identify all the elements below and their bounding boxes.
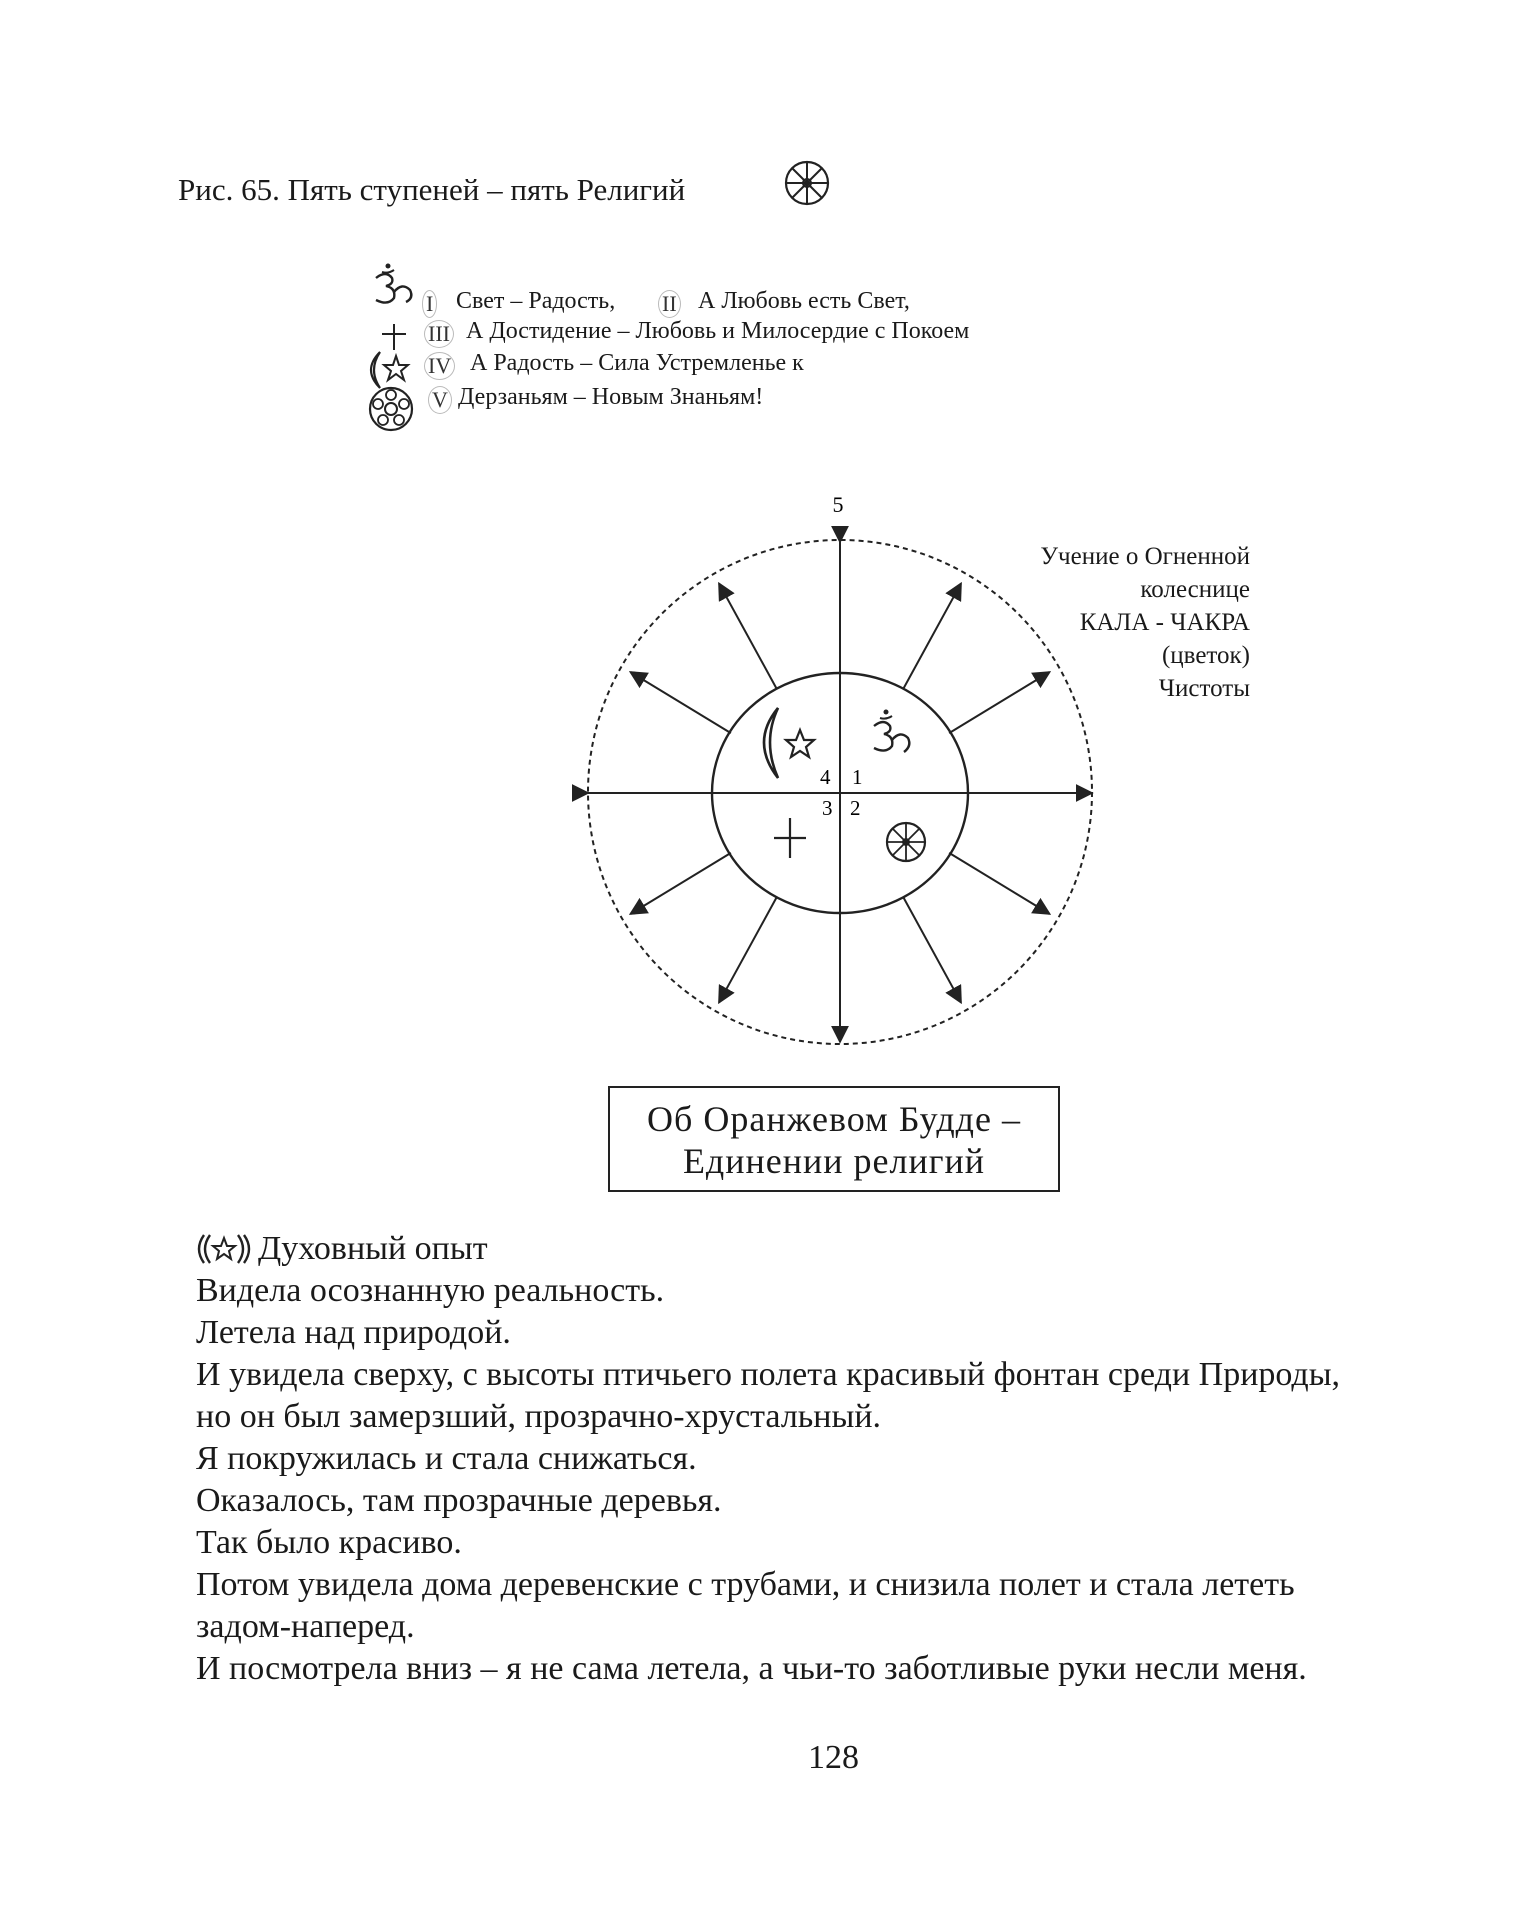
radial-arrow-4 xyxy=(630,672,730,733)
flower-wheel-icon xyxy=(366,384,416,434)
side-caption-line: колеснице xyxy=(1140,576,1250,603)
radial-arrow-5 xyxy=(630,853,730,914)
om-icon xyxy=(370,262,424,310)
boxed-title-line-2: Единении религий xyxy=(682,1141,986,1181)
figure-caption: Рис. 65. Пять ступеней – пять Религий xyxy=(178,172,686,207)
section-heading-text: Духовный опыт xyxy=(258,1230,488,1267)
legend-numeral-3: III xyxy=(424,320,454,348)
section-heading xyxy=(192,1228,1492,1270)
body-line: задом-наперед. xyxy=(196,1608,415,1645)
radial-arrow-3 xyxy=(719,583,777,689)
body-line: но он был замерзший, прозрачно-хрустальный. xyxy=(196,1398,882,1435)
quadrant-number-1: 1 xyxy=(852,765,863,789)
body-line: Я покружилась и стала снижаться. xyxy=(196,1440,697,1477)
radial-arrow-8 xyxy=(949,853,1049,914)
side-caption-line: КАЛА - ЧАКРА xyxy=(1079,609,1250,636)
legend-line-2: А Любовь есть Свет, xyxy=(698,288,910,314)
boxed-title-line-1: Об Оранжевом Будде – xyxy=(647,1099,1021,1139)
quadrant-number-2: 2 xyxy=(850,796,861,820)
body-line: Летела над природой. xyxy=(196,1314,511,1351)
legend-line-3: А Достидение – Любовь и Милосердие с Покоем xyxy=(466,318,970,344)
body-text xyxy=(192,1228,1492,1690)
quadrant-number-4: 4 xyxy=(820,765,831,789)
radial-arrow-7 xyxy=(903,897,961,1003)
legend-numeral-2: II xyxy=(658,290,681,318)
body-line: И посмотрела вниз – я не сама летела, а чьи-то заботливые руки несли меня. xyxy=(196,1650,1307,1687)
legend-line-4: А Радость – Сила Устремленье к xyxy=(470,350,804,376)
diagram-side-caption xyxy=(960,540,1250,705)
side-caption-line: Учение о Огненной xyxy=(1040,543,1250,570)
boxed-title xyxy=(608,1086,1060,1192)
body-line: Потом увидела дома деревенские с трубами, и снизила полет и стала лететь xyxy=(196,1566,1295,1603)
radial-arrow-6 xyxy=(719,897,777,1003)
top-label: 5 xyxy=(832,492,844,517)
legend-numeral-5: V xyxy=(428,386,452,414)
om-icon xyxy=(874,710,909,753)
religions-legend xyxy=(360,262,1120,452)
dharma-wheel-icon xyxy=(887,823,925,861)
radial-arrow-2 xyxy=(903,583,961,689)
legend-numeral-1: I xyxy=(422,290,437,318)
legend-numeral-4: IV xyxy=(424,352,455,380)
body-line: Видела осознанную реальность. xyxy=(196,1272,665,1309)
cross-icon xyxy=(774,818,806,858)
legend-line-5: Дерзаньям – Новым Знаньям! xyxy=(458,384,764,410)
body-line: И увидела сверху, с высоты птичьего полета красивый фонтан среди Природы, xyxy=(196,1356,1341,1393)
body-line: Оказалось, там прозрачные деревья. xyxy=(196,1482,722,1519)
legend-line-1: Свет – Радость, xyxy=(456,288,616,314)
body-line: Так было красиво. xyxy=(196,1524,462,1561)
crescent-star-icon xyxy=(192,1231,256,1267)
side-caption-line: Чистоты xyxy=(1158,675,1250,702)
page-number: 128 xyxy=(808,1739,859,1776)
dharma-wheel-icon xyxy=(782,158,832,208)
crescent-star-icon xyxy=(764,708,814,778)
side-caption-line: (цветок) xyxy=(1161,642,1250,669)
quadrant-number-3: 3 xyxy=(822,796,833,820)
